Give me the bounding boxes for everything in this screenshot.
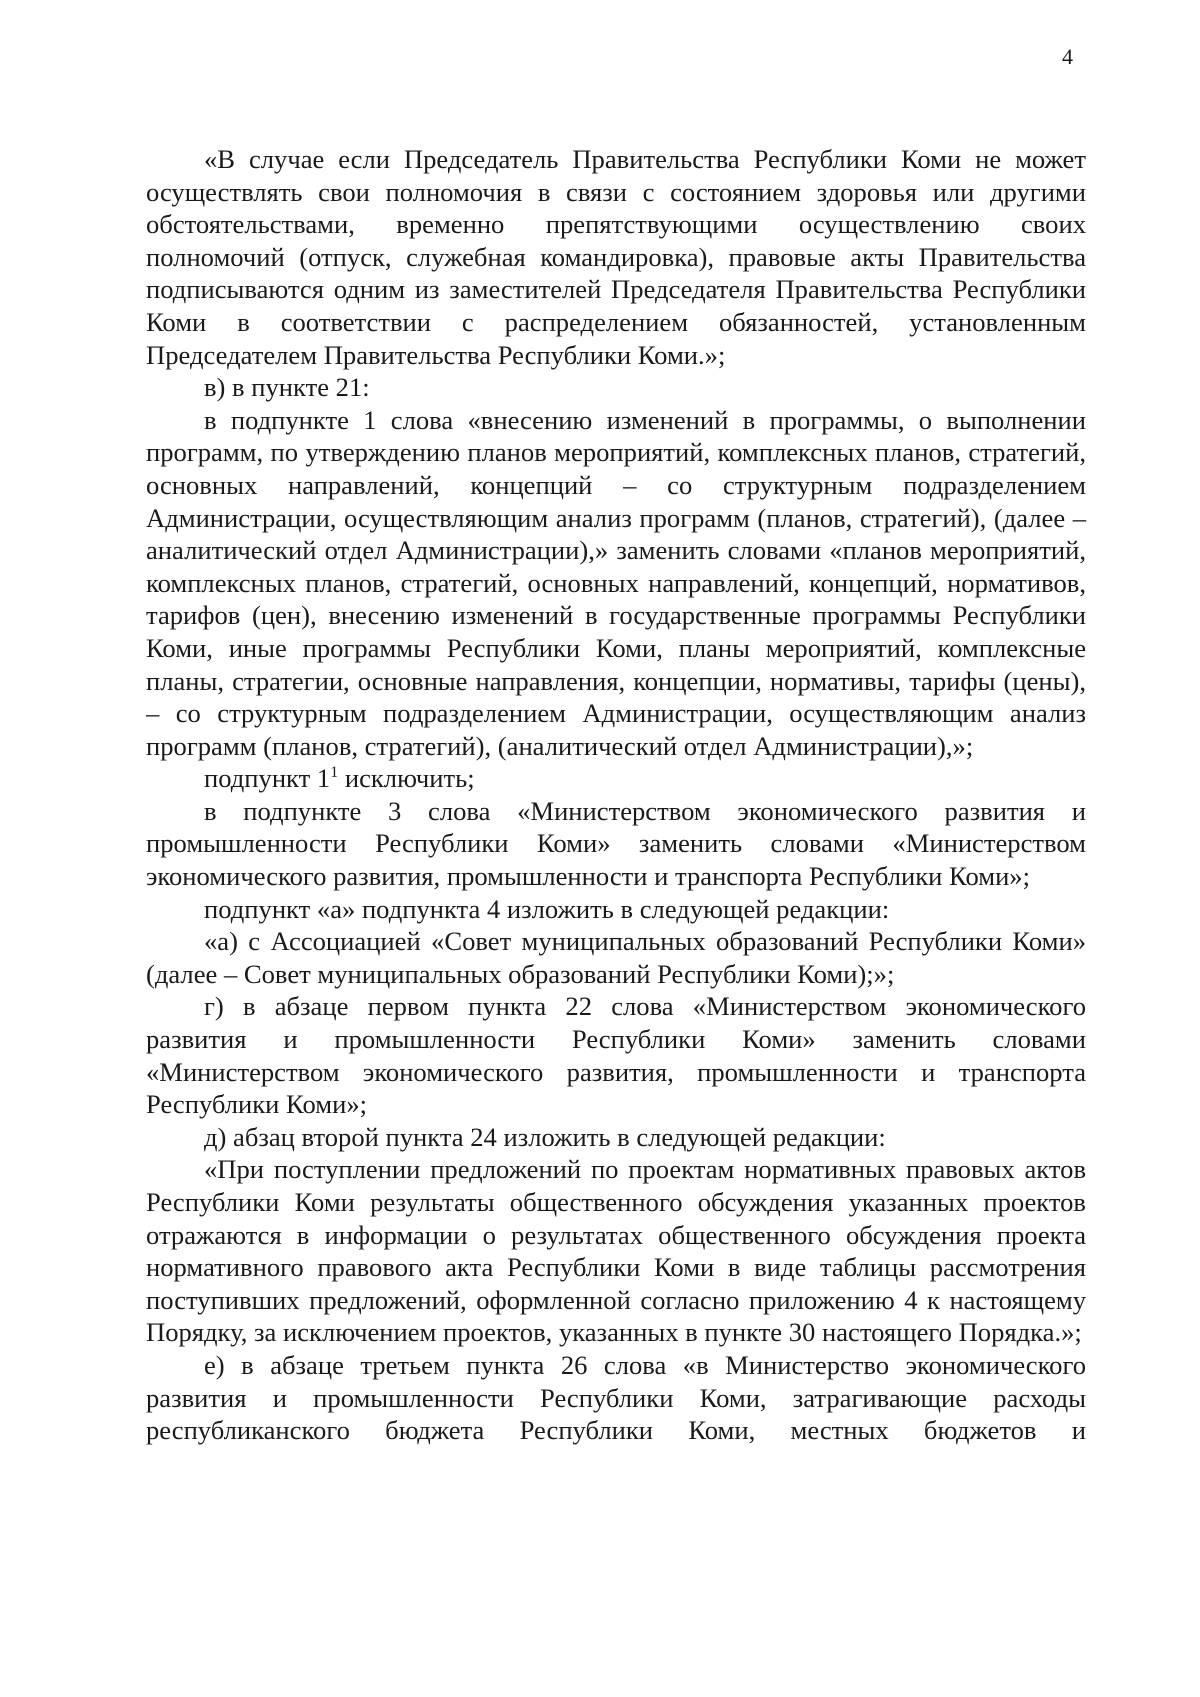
paragraph-item-d: д) абзац второй пункта 24 изложить в следующей редакции: <box>204 1121 886 1152</box>
paragraph-subitem-4a-text: «а) с Ассоциацией «Совет муниципальных образований Республики Коми» (далее – Совет муниципальных образований Республики Коми);»; <box>146 926 1086 989</box>
paragraph-item-e: е) в абзаце третьем пункта 26 слова «в Министерство экономического развития и промышленности Республики Коми, затрагивающие расходы республиканского бюджета Республики Коми, местных бюджетов и <box>146 1349 1086 1446</box>
subitem-1-1-superscript: 1 <box>330 764 339 782</box>
paragraph-item-g: г) в абзаце первом пункта 22 слова «Министерством экономического развития и промышленности Республики Коми» заменить словами «Министерством экономического развития, промышленности и транспорта Республики Коми»; <box>146 991 1086 1120</box>
document-body <box>146 143 1086 1447</box>
paragraph-quote-chairman: «В случае если Председатель Правительства Республики Коми не может осуществлять свои полномочия в связи с состоянием здоровья или другими обстоятельствами, временно препятствующими осуществлению своих полномочий (отпуск, служебная командировка), правовые акты Правительства подписываются одним из заместителей Председателя Правительства Республики Коми в соответствии с распределением обязанностей, установленным Председателем Правительства Республики Коми.»; <box>146 144 1086 370</box>
paragraph-item-v: в) в пункте 21: <box>204 372 370 403</box>
paragraph-subitem-1-1 <box>146 762 1086 795</box>
paragraph-subitem-1: в подпункте 1 слова «внесению изменений в программы, о выполнении программ, по утверждению планов мероприятий, комплексных планов, стратегий, основных направлений, концепций – со структурным подразделением Администрации, осуществляющим анализ программ (планов, стратегий), (далее – аналитический отдел Администрации),» заменить словами «планов мероприятий, комплексных планов, стратегий, основных направлений, концепций, нормативов, тарифов (цен), внесению изменений в государственные программы Республики Коми, иные программы Республики Коми, планы мероприятий, комплексные планы, стратегии, основные направления, концепции, нормативы, тарифы (цены), – со структурным подразделением Администрации, осуществляющим анализ программ (планов, стратегий), (аналитический отдел Администрации),»; <box>146 404 1086 761</box>
paragraph-subitem-3: в подпункте 3 слова «Министерством экономического развития и промышленности Республики Коми» заменить словами «Министерством экономического развития, промышленности и транспорта Республики Коми»; <box>146 795 1086 892</box>
subitem-1-1-text-before: подпункт 1 <box>204 763 331 794</box>
subitem-1-1-text-after: исключить; <box>338 763 475 794</box>
paragraph-subitem-4a-intro: подпункт «а» подпункта 4 изложить в следующей редакции: <box>204 893 890 924</box>
paragraph-item-d-quote: «При поступлении предложений по проектам нормативных правовых актов Республики Коми результаты общественного обсуждения указанных проектов отражаются в информации о результатах общественного обсуждения проекта нормативного правового акта Республики Коми в виде таблицы рассмотрения поступивших предложений, оформленной согласно приложению 4 к настоящему Порядку, за исключением проектов, указанных в пункте 30 настоящего Порядка.»; <box>146 1154 1086 1348</box>
page-number: 4 <box>1062 44 1073 69</box>
